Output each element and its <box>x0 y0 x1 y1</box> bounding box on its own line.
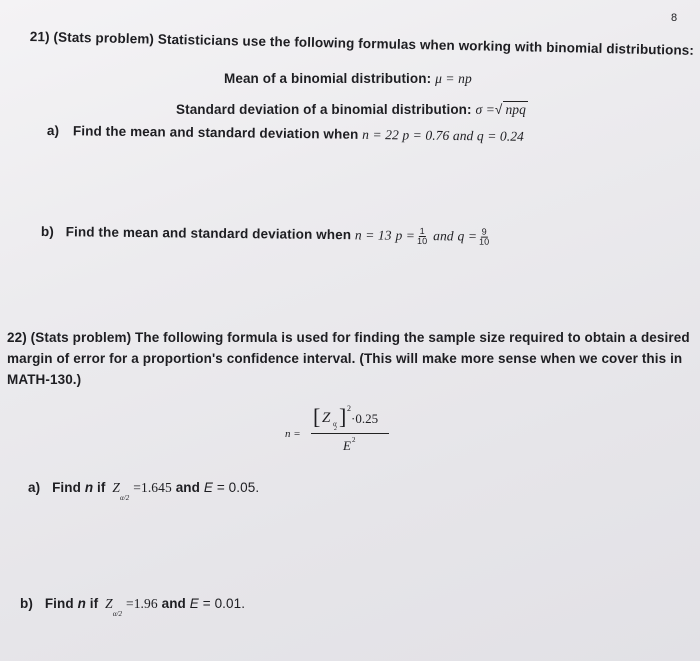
problem-22b-z-subscript: α/2 <box>112 610 123 618</box>
formula-z-subscript: α <box>333 420 337 428</box>
sd-formula-row: Standard deviation of a binomial distribution: σ =√ npq <box>176 102 526 117</box>
problem-21b-q-prefix: q = <box>457 228 478 244</box>
problem-22b-find: Find <box>44 596 74 611</box>
formula-denominator-exponent: 2 <box>352 436 356 444</box>
mean-formula-row <box>224 71 472 87</box>
problem-22-line1: 22) (Stats problem) The following formula is used for finding the sample size required to obtain a desired <box>7 330 690 345</box>
sd-formula-label: Standard deviation of a binomial distribution: <box>176 102 472 117</box>
problem-22a-and: and <box>175 480 201 495</box>
formula-factor: ·0.25 <box>351 411 379 426</box>
formula-bracket-right: ] <box>339 404 347 429</box>
problem-21b <box>41 223 492 247</box>
mean-formula-label: Mean of a binomial distribution: <box>224 71 432 86</box>
sd-formula-radicand: npq <box>505 102 526 117</box>
problem-22b-if: if <box>89 596 99 611</box>
formula-bracket-left: [ <box>313 404 321 429</box>
page-number: 8 <box>671 12 678 24</box>
sd-formula-lhs: σ = <box>475 102 495 117</box>
formula-denominator: E <box>343 438 351 453</box>
problem-22b <box>20 596 245 618</box>
problem-22a <box>28 480 259 502</box>
problem-22-line2: margin of error for a proportion's confidence interval. (This will make more sense when we cover this in <box>7 351 683 366</box>
sample-size-formula <box>285 402 395 462</box>
problem-22a-z-subscript: α/2 <box>119 494 130 502</box>
formula-lhs: n = <box>285 428 301 440</box>
problem-21b-and: and <box>433 228 454 244</box>
problem-21b-text: Find the mean and standard deviation when <box>65 224 352 243</box>
problem-22b-e: E <box>189 596 199 611</box>
problem-22b-e-value: = 0.01. <box>202 596 246 611</box>
problem-22-line3: MATH-130.) <box>7 372 82 387</box>
formula-z-subscript-2: 2 <box>334 426 337 432</box>
problem-21a-values: n = 22 p = 0.76 and q = 0.24 <box>362 126 525 144</box>
problem-21-header: 21) (Stats problem) Statisticians use the following formulas when working with binomial distributions: <box>29 29 695 58</box>
formula-exponent: 2 <box>347 404 351 413</box>
problem-22b-z: Z <box>105 596 113 611</box>
problem-21b-q-fraction: $\frac{9}{10}$ <box>479 226 490 247</box>
problem-22a-z: Z <box>112 480 120 495</box>
formula-z: Z <box>322 410 331 426</box>
problem-22a-if: if <box>97 480 106 495</box>
formula-fraction-bar <box>311 433 389 434</box>
problem-22b-label: b) <box>20 596 33 611</box>
problem-22a-label: a) <box>28 480 41 495</box>
mean-formula: μ = np <box>435 71 472 86</box>
problem-22a-find: Find <box>52 480 81 495</box>
problem-22b-z-value: =1.96 <box>125 596 158 611</box>
problem-22a-e: E <box>203 480 213 495</box>
problem-22a-z-value: =1.645 <box>133 480 172 495</box>
problem-21b-p-fraction: $\frac{1}{10}$ <box>416 225 428 247</box>
problem-21a-label: a) <box>46 123 60 139</box>
problem-21a-text: Find the mean and standard deviation when <box>72 123 359 142</box>
problem-22a-n: n <box>84 480 94 495</box>
problem-21a <box>47 123 524 145</box>
problem-21b-p-prefix: p = <box>395 227 416 243</box>
problem-21b-label: b) <box>40 224 54 240</box>
problem-22a-e-value: = 0.05. <box>216 480 260 495</box>
problem-22b-n: n <box>77 596 86 611</box>
problem-22b-and: and <box>161 596 186 611</box>
problem-21b-n: n = 13 <box>354 227 392 243</box>
